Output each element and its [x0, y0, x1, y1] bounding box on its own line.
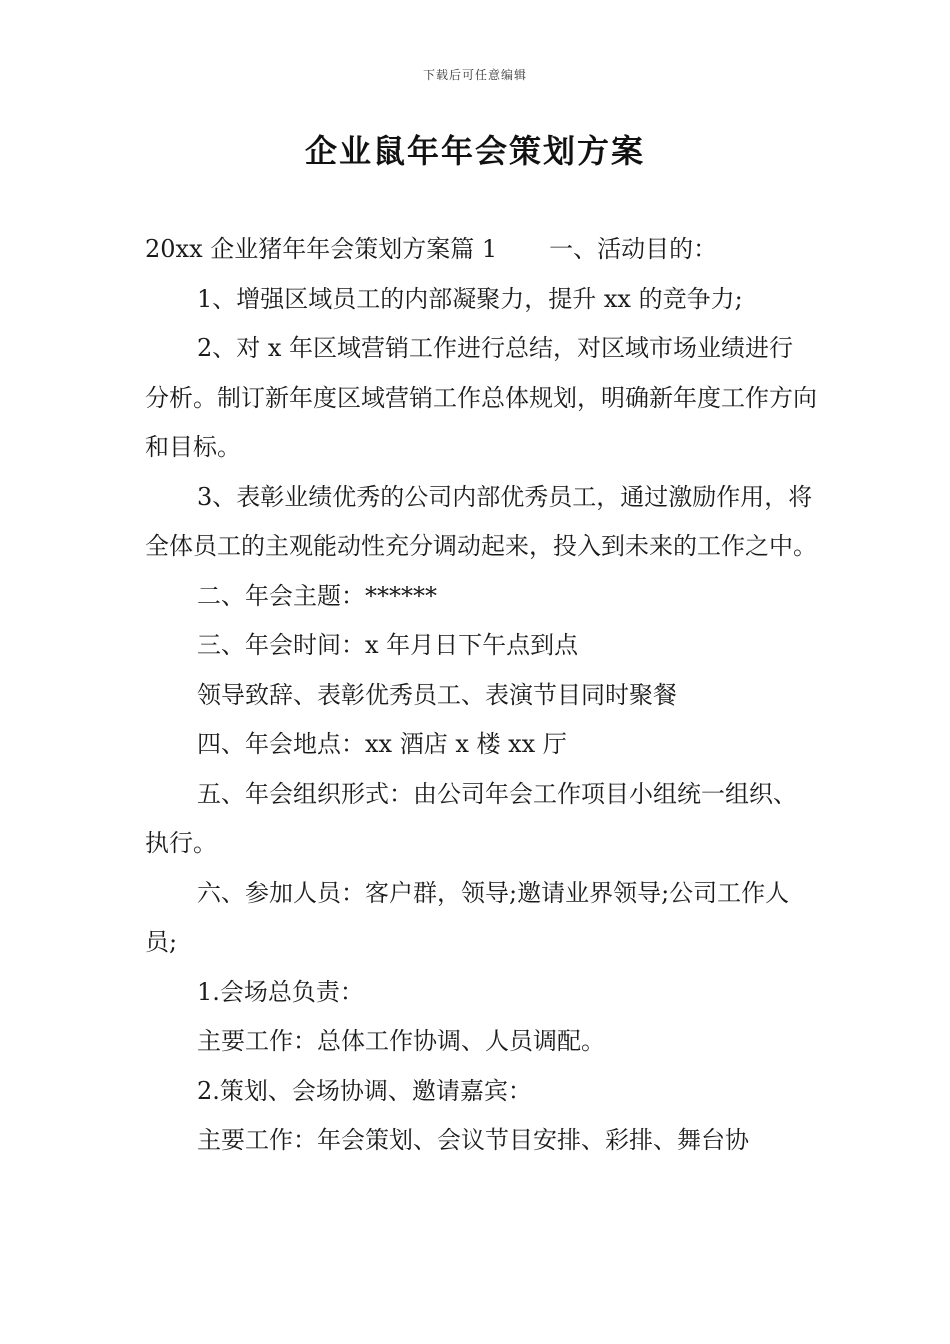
- paragraph-time: 三、年会时间：x 年月日下午点到点: [197, 631, 579, 659]
- intro-plan-title: 20xx 企业猪年年会策划方案篇 1: [145, 235, 498, 263]
- paragraph-attendees: 六、参加人员：客户群，领导;邀请业界领导;公司工作人员;: [145, 878, 790, 956]
- paragraph-purpose-2: 2、对 x 年区域营销工作进行总结，对区域市场业绩进行分析。制订新年度区域营销工作总体规划，明确新年度工作方向和目标。: [145, 334, 817, 461]
- paragraph-purpose-3: 3、表彰业绩优秀的公司内部优秀员工，通过激励作用，将全体员工的主观能动性充分调动起来，投入到未来的工作之中。: [145, 482, 817, 560]
- intro-line: [145, 225, 817, 275]
- paragraph-role-1-duty: 主要工作：总体工作协调、人员调配。: [197, 1027, 605, 1055]
- paragraph-role-1: 1.会场总负责：: [197, 977, 364, 1006]
- document-body: [145, 225, 817, 1166]
- paragraph-theme: 二、年会主题：******: [197, 581, 437, 610]
- intro-section-heading: 一、活动目的：: [549, 235, 718, 263]
- header-note: 下载后可任意编辑: [422, 68, 527, 82]
- page-title: 企业鼠年年会策划方案: [304, 132, 645, 170]
- paragraph-role-2: 2.策划、会场协调、邀请嘉宾：: [197, 1076, 532, 1105]
- paragraph-agenda: 领导致辞、表彰优秀员工、表演节目同时聚餐: [197, 680, 677, 709]
- paragraph-purpose-1: 1、增强区域员工的内部凝聚力，提升 xx 的竞争力;: [197, 284, 743, 313]
- paragraph-role-2-duty: 主要工作：年会策划、会议节目安排、彩排、舞台协: [197, 1126, 749, 1154]
- paragraph-organization: 五、年会组织形式：由公司年会工作项目小组统一组织、执行。: [145, 779, 797, 857]
- paragraph-venue: 四、年会地点：xx 酒店 x 楼 xx 厅: [197, 730, 567, 758]
